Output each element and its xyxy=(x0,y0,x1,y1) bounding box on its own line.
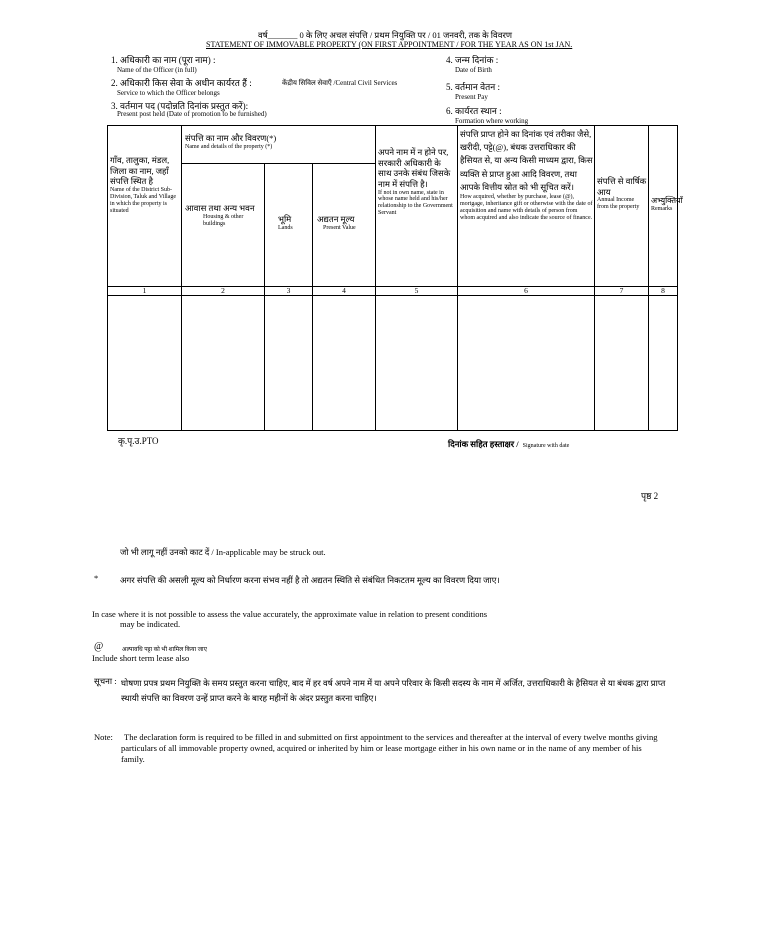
table-col-divider xyxy=(457,125,458,431)
col3-header-en: Lands xyxy=(278,224,293,231)
col-number: 4 xyxy=(342,286,346,295)
post-label-en: Present post held (Date of promotion to be furnished) xyxy=(117,110,267,118)
col2-group-header xyxy=(185,133,373,163)
officer-name-label-hi: 1. अधिकारी का नाम (पूरा नाम) : xyxy=(111,55,216,65)
col1-header xyxy=(110,155,178,285)
table-number-row-bottom xyxy=(107,295,678,296)
formation-label-hi: 6. कार्यरत स्थान : xyxy=(446,106,502,116)
signature-label xyxy=(448,434,569,452)
col-number: 3 xyxy=(286,286,291,295)
col8-header-hi: अभ्युक्तियाँ xyxy=(651,196,683,205)
col4-header-hi: अद्यतन मूल्य xyxy=(317,214,355,224)
table-border-right xyxy=(677,125,678,431)
col3-header-hi: भूमि xyxy=(278,214,292,224)
table-border-bottom xyxy=(107,430,678,431)
pay-label-hi: 5. वर्तमान वेतन : xyxy=(446,82,500,92)
table-col-divider xyxy=(648,125,649,431)
col5-header-en: If not in own name, state in whose name held and his/her relationship to the Government Servant xyxy=(378,189,453,217)
table-border-top xyxy=(107,125,678,126)
table-col-divider xyxy=(181,125,182,431)
col6-header xyxy=(460,128,593,285)
service-label-hi: 2. अधिकारी किस सेवा के अधीन कार्यरत हैं : xyxy=(111,78,252,88)
col3-header xyxy=(278,214,310,274)
lease-note-en: Include short term lease also xyxy=(92,653,190,663)
service-label-en: Service to which the Officer belongs xyxy=(117,89,220,97)
col6-header-en: How acquired, whether by purchase, lease (@), mortgage, inheritance gift or otherwise with the date of acquisition and name with details of person from whom acquired and also indicate the source of finance. xyxy=(460,193,593,221)
asterisk-note-en-line2: may be indicated. xyxy=(120,619,181,629)
col-number: 7 xyxy=(619,286,624,295)
col2-group-header-hi: संपत्ति का नाम और विवरण(*) xyxy=(185,133,277,143)
notice-label: सूचना : xyxy=(94,676,117,686)
col8-header-en: Remarks xyxy=(651,206,673,212)
dob-label-hi: 4. जन्म दिनांक : xyxy=(446,55,499,65)
table-col-divider xyxy=(312,163,313,431)
page-number: पृष्ठ 2 xyxy=(641,491,659,501)
asterisk-note-en-line1: In case where it is not possible to assess the value accurately, the approximate value in relation to present conditions xyxy=(92,609,488,619)
col-number: 8 xyxy=(661,286,665,295)
lease-note-hi: अल्पावधि पट्टा को भी शामिल किया जाए xyxy=(122,647,207,653)
struck-out-note: जो भी लागू नहीं उनको काट दें / In-applicable may be struck out. xyxy=(120,547,326,557)
col8-header xyxy=(651,196,683,256)
col4-header xyxy=(317,214,373,274)
statement-title: STATEMENT OF IMMOVABLE PROPERTY (ON FIRST APPOINTMENT / FOR THE YEAR AS ON 1st JAN. xyxy=(206,40,573,49)
col-number: 2 xyxy=(221,286,225,295)
officer-name-label-en: Name of the Officer (in full) xyxy=(117,66,197,74)
col-number: 6 xyxy=(524,286,528,295)
table-col-divider xyxy=(264,163,265,431)
note-label: Note: xyxy=(94,732,113,742)
col7-header-en: Annual Income from the property xyxy=(597,197,640,211)
table-border-left xyxy=(107,125,108,431)
table-col-divider xyxy=(594,125,595,431)
col7-header-hi: संपत्ति से वार्षिक आय xyxy=(597,176,647,197)
col2-group-header-en: Name and details of the property (*) xyxy=(185,143,273,150)
col2-header xyxy=(185,203,262,283)
col-number: 1 xyxy=(142,286,147,295)
note-text: The declaration form is required to be filled in and submitted on first appointment to the services and thereafter at the interval of every twelve months giving particulars of all immovable property owned, acquired or inherited by him or lease mortgage either in his own name or in the name of any member of his family. xyxy=(121,732,658,764)
col1-header-en: Name of the District Sub-Division, Taluk and Village in which the property is situated xyxy=(110,186,176,214)
col2-header-en: Housing & other buildings xyxy=(203,213,244,227)
table-subheader-line xyxy=(181,163,375,164)
header-top-line: वर्ष_______ 0 के लिए अचल संपत्ति / प्रथम नियुक्ति पर / 01 जनवरी, तक के विवरण xyxy=(258,30,513,40)
asterisk-note-hi: अगर संपत्ति की असली मूल्य को निर्धारण करना संभव नहीं है तो अद्यतन स्थिति से संबंधित निकटतम मूल्य का विवरण दिया जाए। xyxy=(120,575,500,585)
col7-header xyxy=(597,176,647,276)
dob-label-en: Date of Birth xyxy=(455,66,492,74)
col5-header-hi: अपने नाम में न होने पर, सरकारी अधिकारी के साथ उनके संबंध जिसके नाम में संपत्ति है। xyxy=(378,147,451,189)
pay-label-en: Present Pay xyxy=(455,93,488,101)
col1-header-hi: गाँव, तालुका, मंडल, जिला का नाम, जहाँ संपत्ति स्थित है xyxy=(110,155,170,187)
col5-header xyxy=(378,147,456,285)
formation-label-en: Formation where working xyxy=(455,117,529,125)
table-col-divider xyxy=(375,125,376,431)
col4-header-en: Present Value xyxy=(323,224,356,231)
signature-label-hi: दिनांक सहित हस्ताक्षर / xyxy=(448,439,519,449)
service-value: केंद्रीय सिविल सेवाएँ /Central Civil Services xyxy=(282,79,398,87)
signature-label-en: Signature with date xyxy=(522,443,570,449)
asterisk-mark: * xyxy=(94,573,99,583)
post-label-hi: 3. वर्तमान पद (पदोन्नति दिनांक प्रस्तुत करें): xyxy=(111,101,249,111)
pto-label: कृ.पृ.उ.PTO xyxy=(118,436,159,446)
notice-text: घोषणा प्रपत्र प्रथम नियुक्ति के समय प्रस्तुत करना चाहिए, बाद में हर वर्ष अपने नाम में या अपने परिवार के किसी सदस्य के नाम में अर्जित, उत्तराधिकारी के हैसियत से या बंधक द्वारा प्राप्त स्थायी संपत्ति का विवरण उन्हें प्राप्त करने के बारह महीनों के अंदर प्रस्तुत करना चाहिए। xyxy=(121,678,666,703)
at-mark: @ xyxy=(94,641,104,652)
col6-header-hi: संपत्ति प्राप्त होने का दिनांक एवं तरीका जैसे, खरीदी, पट्टे(@), बंधक उत्तराधिकार की हैसियत से, या अन्य किसी माध्यम द्वारा, किस व्यक्ति से प्राप्त हुआ आदि विवरण, तथा आपके वित्तीय स्रोत को भी सूचित करें। xyxy=(460,129,593,192)
col-number: 5 xyxy=(414,286,419,295)
col2-header-hi: आवास तथा अन्य भवन xyxy=(185,203,255,213)
